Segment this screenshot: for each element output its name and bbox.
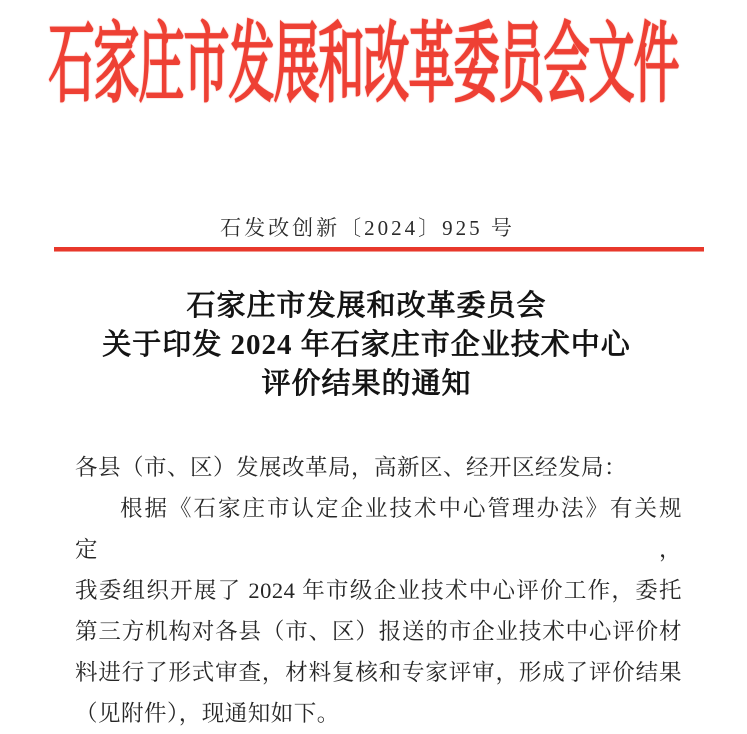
document-number: 石发改创新〔2024〕925 号	[220, 216, 515, 240]
body-line-4: 料进行了形式审查，材料复核和专家评审，形成了评价结果	[75, 660, 682, 685]
body-line-1: 根据《石家庄市认定企业技术中心管理办法》有关规定，	[75, 496, 682, 562]
document-title-line-2: 关于印发 2024 年石家庄市企业技术中心	[102, 329, 631, 361]
body-line-5: （见附件），现通知如下。	[75, 701, 340, 726]
body-line-3: 第三方机构对各县（市、区）报送的市企业技术中心评价材	[75, 619, 682, 644]
salutation-line: 各县（市、区）发展改革局，高新区、经开区经发局：	[75, 455, 628, 480]
body-line-2: 我委组织开展了 2024 年市级企业技术中心评价工作，委托	[75, 578, 682, 603]
document-title-line-1: 石家庄市发展和改革委员会	[186, 290, 547, 322]
document-title-line-3: 评价结果的通知	[261, 368, 472, 400]
red-separator-line	[54, 247, 704, 252]
document-body	[75, 447, 682, 734]
agency-banner-title: 石家庄市发展和改革委员会文件	[48, 15, 679, 114]
document-title	[0, 287, 733, 404]
